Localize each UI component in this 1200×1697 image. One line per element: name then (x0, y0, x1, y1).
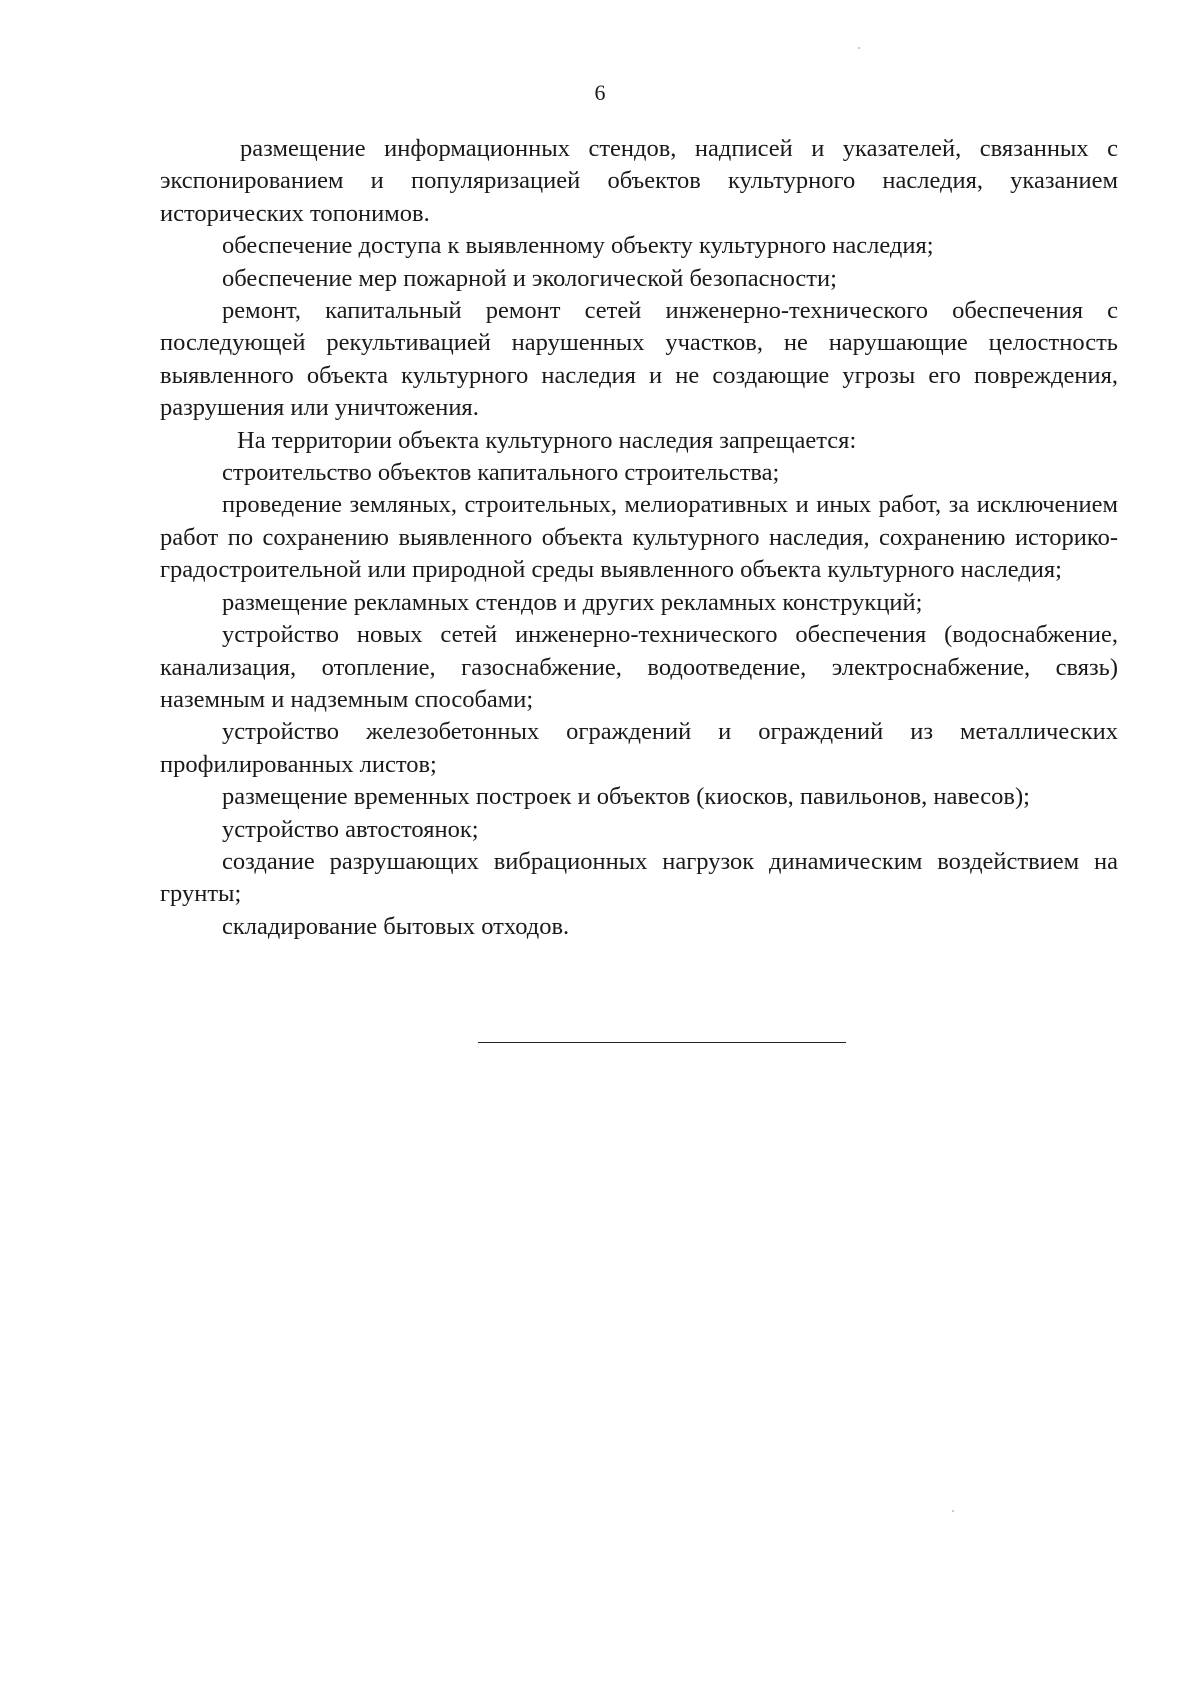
paragraph-vibration-loads: создание разрушающих вибрационных нагрузок динамическим воздействием на грунты; (160, 847, 1118, 908)
paragraph-capital-construction: строительство объектов капитального строительства; (222, 459, 780, 487)
paragraph-earthworks: проведение земляных, строительных, мелиоративных и иных работ, за исключением работ по сохранению выявленного объекта культурного наследия, сохранению историко-градостроительной или природной среды выявленного объекта культурного наследия; (160, 491, 1118, 584)
paragraph-fire-safety: обеспечение мер пожарной и экологической безопасности; (222, 264, 837, 292)
paragraph-new-networks: устройство новых сетей инженерно-технического обеспечения (водоснабжение, канализация, отопление, газоснабжение, водоотведение, электроснабжение, связь) наземным и надземным способами; (160, 621, 1118, 713)
paragraph-info-stands: размещение информационных стендов, надписей и указателей, связанных с экспонированием и популяризацией объектов культурного наследия, указанием исторических топонимов. (160, 135, 1118, 227)
document-body (160, 133, 1118, 943)
paragraph-prohibited-heading: На территории объекта культурного наследия запрещается: (237, 426, 857, 454)
paragraph-advertising: размещение рекламных стендов и других рекламных конструкций; (222, 588, 923, 616)
paragraph-temporary-buildings: размещение временных построек и объектов (киосков, павильонов, навесов); (222, 783, 1030, 811)
paragraph-parking: устройство автостоянок; (222, 815, 479, 843)
page-number: 6 (594, 80, 606, 105)
paragraph-fences: устройство железобетонных ограждений и ограждений из металлических профилированных листов; (160, 718, 1118, 778)
paragraph-repair-networks: ремонт, капитальный ремонт сетей инженерно-технического обеспечения с последующей рекультивацией нарушенных участков, не нарушающие целостность выявленного объекта культурного наследия и не создающие угрозы его повреждения, разрушения или уничтожения. (160, 297, 1118, 422)
paragraph-waste-storage: складирование бытовых отходов. (222, 912, 570, 940)
scan-speck (858, 47, 860, 49)
end-of-text-rule (478, 1042, 846, 1043)
scan-speck (952, 1510, 954, 1512)
paragraph-access: обеспечение доступа к выявленному объекту культурного наследия; (222, 232, 934, 260)
